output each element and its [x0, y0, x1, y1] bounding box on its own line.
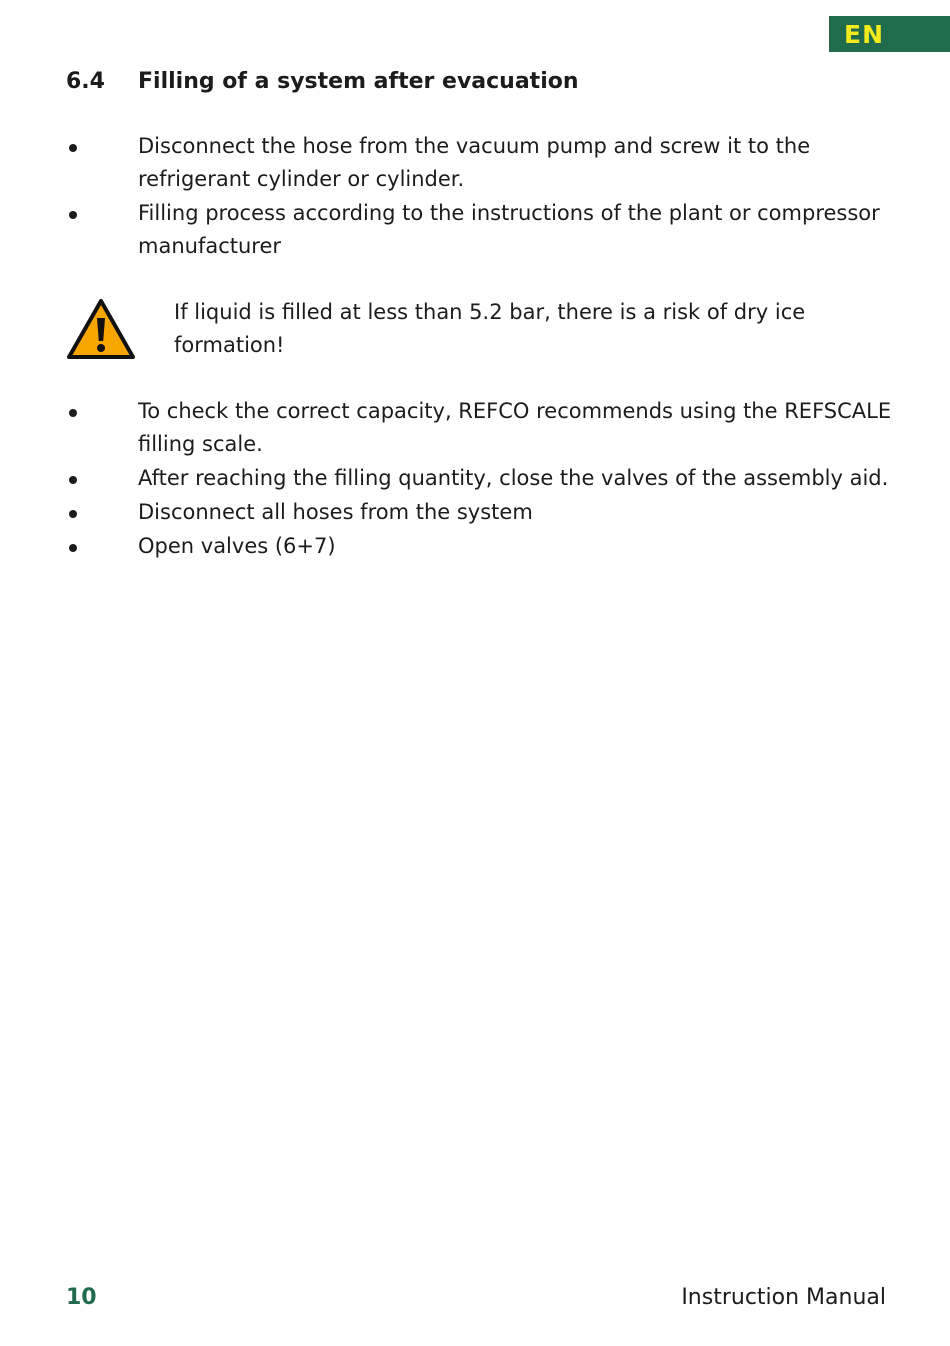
section-title: Filling of a system after evacuation [138, 69, 579, 94]
warning-triangle-icon [66, 298, 136, 360]
language-tab-label: EN [844, 20, 885, 49]
list-item-text: Open valves (6+7) [138, 534, 336, 558]
warning-text: If liquid is filled at less than 5.2 bar, there is a risk of dry ice formation! [174, 300, 806, 357]
list-item-text: Disconnect the hose from the vacuum pump and screw it to the refrigerant cylinder or cylinder. [138, 134, 811, 191]
bullet-icon [69, 510, 77, 518]
list-item-text: To check the correct capacity, REFCO recommends using the REFSCALE filling scale. [138, 399, 892, 456]
bullet-icon [69, 144, 77, 152]
steps-list-after [0, 395, 898, 564]
page-number: 10 [66, 1285, 97, 1310]
list-item [0, 197, 898, 263]
list-item-text: Disconnect all hoses from the system [138, 500, 533, 524]
warning-notice [66, 296, 886, 366]
bullet-icon [69, 544, 77, 552]
section-number: 6.4 [66, 69, 105, 94]
bullet-icon [69, 211, 77, 219]
list-item [0, 130, 898, 196]
steps-list-before [0, 130, 898, 264]
bullet-icon [69, 476, 77, 484]
list-item [0, 530, 898, 563]
list-item [0, 496, 898, 529]
list-item [0, 462, 898, 495]
document-title: Instruction Manual [681, 1285, 886, 1310]
list-item-text: After reaching the filling quantity, close the valves of the assembly aid. [138, 466, 889, 490]
bullet-icon [69, 409, 77, 417]
list-item-text: Filling process according to the instructions of the plant or compressor manufacturer [138, 201, 880, 258]
list-item [0, 395, 898, 461]
language-tab [829, 16, 950, 52]
